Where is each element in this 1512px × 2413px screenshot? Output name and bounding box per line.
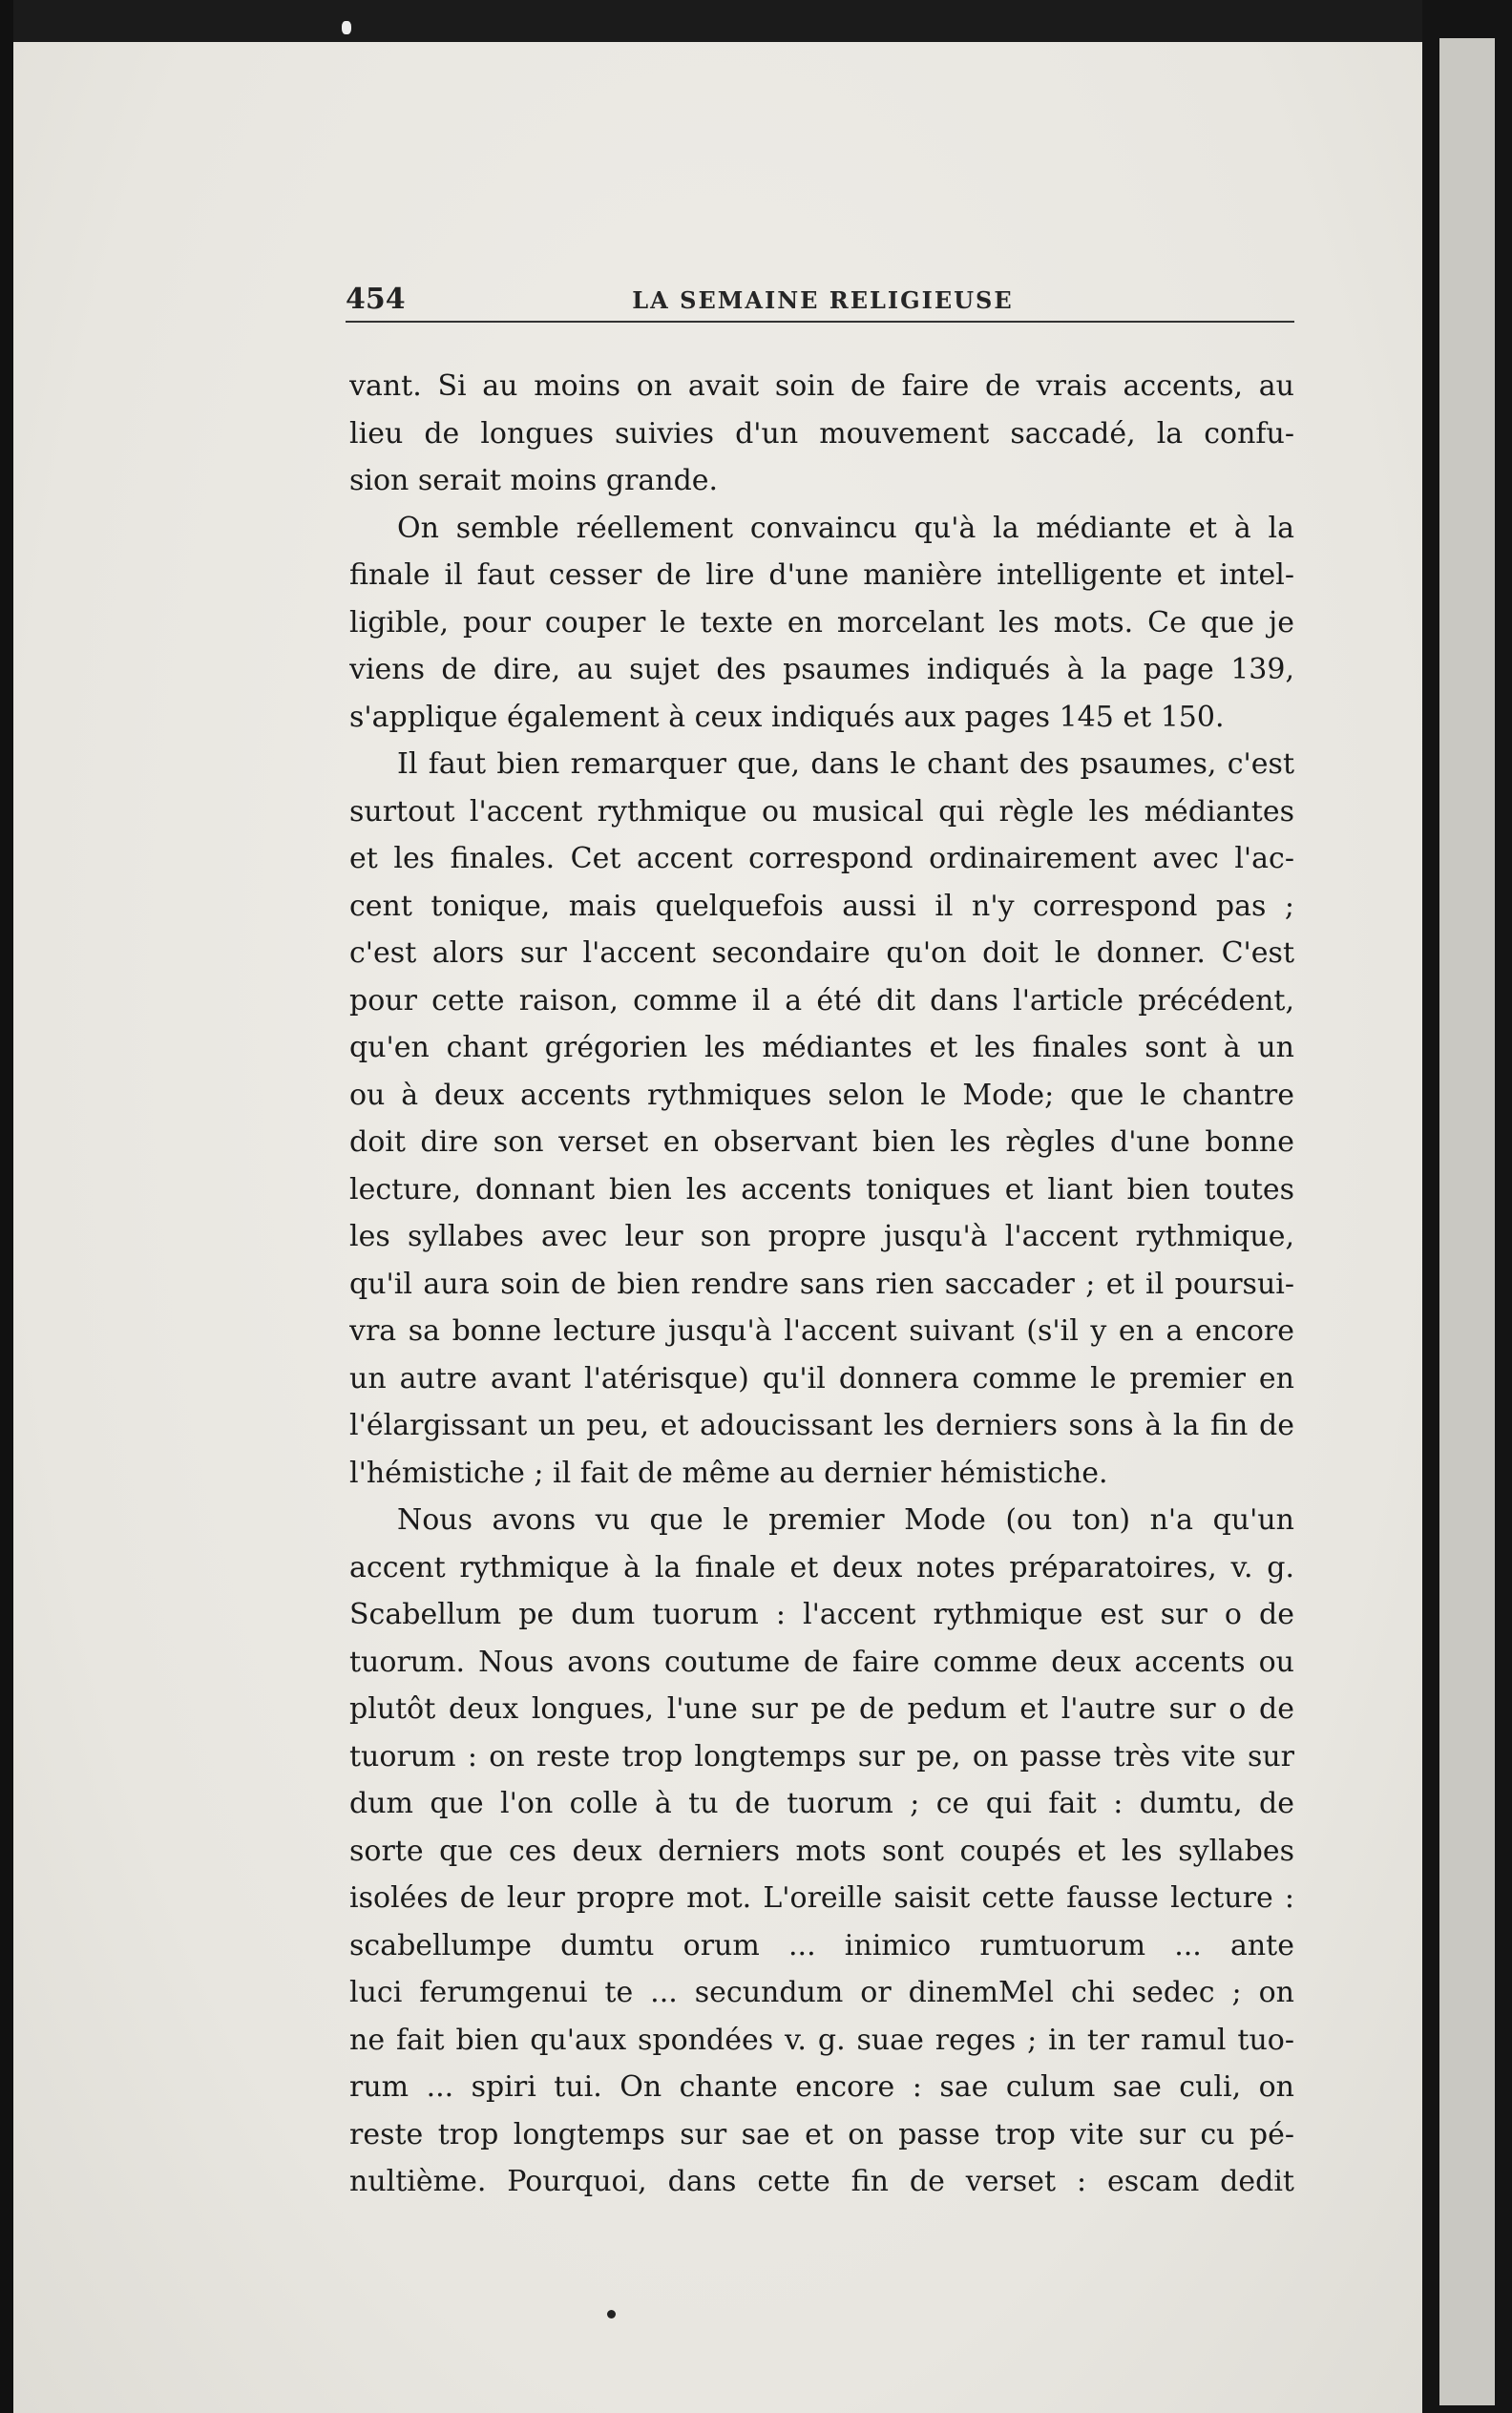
body-text [349, 363, 1294, 2206]
scan-border-left [0, 0, 13, 2413]
text-line: dum que l'on colle à tu de tuorum ; ce qui fait : dumtu, de [349, 1787, 1294, 1820]
text-line: plutôt deux longues, l'une sur pe de pedum et l'autre sur o de [349, 1692, 1294, 1726]
text-line: cent tonique, mais quelquefois aussi il n'y correspond pas ; [349, 889, 1294, 923]
header-rule [346, 321, 1294, 323]
text-line: les syllabes avec leur son propre jusqu'à l'accent rythmique, [349, 1220, 1294, 1253]
text-line: lecture, donnant bien les accents toniques et liant bien toutes [349, 1172, 1294, 1206]
text-line: un autre avant l'atérisque) qu'il donnera comme le premier en [349, 1361, 1294, 1395]
text-line: Scabellum pe dum tuorum : l'accent rythmique est sur o de [349, 1598, 1294, 1631]
running-title: LA SEMAINE RELIGIEUSE [632, 286, 1014, 314]
text-line: tuorum. Nous avons coutume de faire comme deux accents ou [349, 1645, 1294, 1679]
text-line: qu'il aura soin de bien rendre sans rien saccader ; et il poursui- [349, 1267, 1294, 1301]
text-line: vra sa bonne lecture jusqu'à l'accent suivant (s'il y en a encore [349, 1314, 1294, 1348]
text-line: rum ... spiri tui. On chante encore : sae culum sae culi, on [349, 2070, 1294, 2104]
text-line: ou à deux accents rythmiques selon le Mode; que le chantre [349, 1078, 1294, 1112]
text-line: lieu de longues suivies d'un mouvement saccadé, la confu- [349, 416, 1294, 451]
text-line: Il faut bien remarquer que, dans le chant des psaumes, c'est [397, 747, 1294, 781]
scan-speck [342, 21, 351, 34]
text-line: accent rythmique à la finale et deux notes préparatoires, v. g. [349, 1550, 1294, 1584]
text-line: l'élargissant un peu, et adoucissant les derniers sons à la fin de [349, 1409, 1294, 1442]
text-line: pour cette raison, comme il a été dit dans l'article précédent, [349, 983, 1294, 1018]
text-line: doit dire son verset en observant bien les règles d'une bonne [349, 1125, 1294, 1159]
text-line: surtout l'accent rythmique ou musical qui règle les médiantes [349, 794, 1294, 829]
text-line: s'applique également à ceux indiqués aux pages 145 et 150. [349, 700, 1225, 734]
text-line: On semble réellement convaincu qu'à la médiante et à la [397, 511, 1294, 545]
running-head [346, 283, 1300, 325]
text-line: nultième. Pourquoi, dans cette fin de verset : escam dedit [349, 2165, 1294, 2198]
text-line: sion serait moins grande. [349, 464, 719, 497]
text-line: luci ferumgenui te ... secundum or dinemMel chi sedec ; on [349, 1976, 1294, 2009]
text-line: qu'en chant grégorien les médiantes et les finales sont à un [349, 1031, 1294, 1064]
page-number: 454 [346, 283, 406, 316]
text-line: reste trop longtemps sur sae et on passe trop vite sur cu pé- [349, 2117, 1294, 2151]
text-line: vant. Si au moins on avait soin de faire de vrais accents, au [349, 369, 1294, 403]
text-line: et les finales. Cet accent correspond ordinairement avec l'ac- [349, 842, 1294, 875]
text-line: sorte que ces deux derniers mots sont coupés et les syllabes [349, 1834, 1294, 1868]
text-line: ne fait bien qu'aux spondées v. g. suae reges ; in ter ramul tuo- [349, 2023, 1294, 2057]
text-line: finale il faut cesser de lire d'une manière intelligente et intel- [349, 558, 1294, 592]
text-line: c'est alors sur l'accent secondaire qu'on doit le donner. C'est [349, 936, 1294, 970]
next-page-edge [1439, 38, 1495, 2405]
scan-speck [607, 2310, 616, 2319]
text-line: scabellumpe dumtu orum ... inimico rumtuorum ... ante [349, 1928, 1294, 1962]
text-line: ligible, pour couper le texte en morcelant les mots. Ce que je [349, 605, 1294, 640]
text-line: isolées de leur propre mot. L'oreille saisit cette fausse lecture : [349, 1881, 1294, 1915]
text-line: l'hémistiche ; il fait de même au dernier hémistiche. [349, 1456, 1108, 1490]
text-line: Nous avons vu que le premier Mode (ou ton) n'a qu'un [397, 1503, 1294, 1537]
text-line: tuorum : on reste trop longtemps sur pe, on passe très vite sur [349, 1739, 1294, 1773]
text-line: viens de dire, au sujet des psaumes indiqués à la page 139, [349, 653, 1294, 686]
